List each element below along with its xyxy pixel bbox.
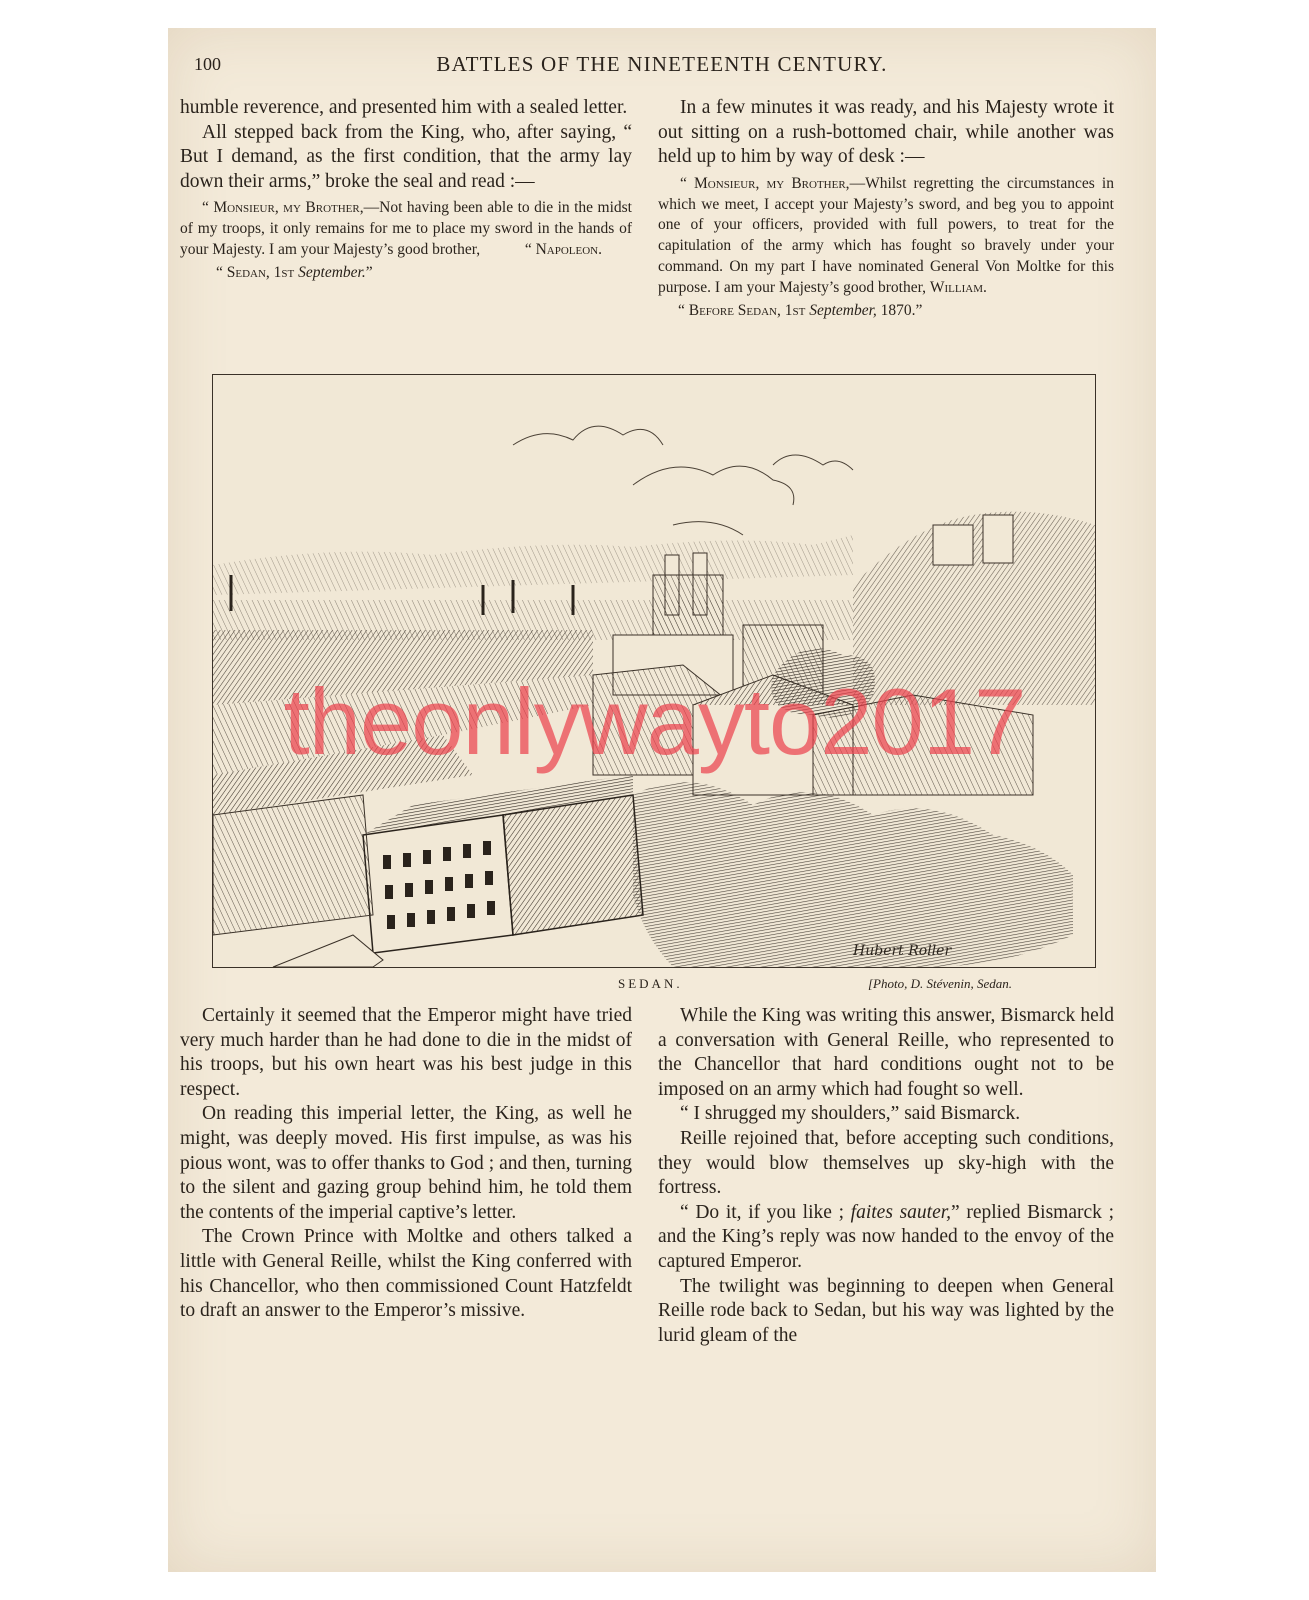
william-letter — [658, 174, 1114, 299]
paragraph: The twilight was beginning to deepen when General Reille rode back to Sedan, but his way was lighted by the lurid gleam of the — [658, 1275, 1114, 1346]
running-header — [168, 54, 1156, 84]
paragraph: The Crown Prince with Moltke and others talked a little with General Reille, whilst the King conferred with his Chancellor, who then commissioned Count Hatzfeldt to draft an answer to the Emperor’s missive. — [180, 1226, 632, 1322]
letter-body: —Not having been able to die in the midst of my troops, it only remains for me to place my sword in the hands of your Majesty. I am your Majesty’s good brother, — [180, 199, 632, 258]
letter-signature: “ Napoleon. — [524, 240, 602, 258]
running-title: BATTLES OF THE NINETEENTH CENTURY. — [436, 52, 888, 76]
paragraph: “ I shrugged my shoulders,” said Bismarck. — [680, 1103, 1021, 1125]
book-page — [168, 28, 1156, 1572]
hills — [213, 535, 853, 595]
paragraph: All stepped back from the King, who, after saying, “ But I demand, as the first condition, that the army lay down their arms,” broke the seal and read :— — [180, 121, 632, 192]
artist-signature: Hubert Roller — [853, 943, 952, 959]
sedan-engraving — [212, 374, 1096, 968]
paragraph: In a few minutes it was ready, and his Majesty wrote it out sitting on a rush-bottomed chair, while another was held up to him by way of desk :— — [658, 97, 1114, 168]
letter-body: —Whilst regretting the circumstances in which we meet, I accept your Majesty’s sword, and beg you to appoint one of your officers, provided with full powers, to treat for the capitulation of the army which has fought so bravely under your command. On my part I have nominated General Von Moltke for this purpose. I am your Majesty’s good brother, — [658, 174, 1114, 296]
paragraph: humble reverence, and presented him with a sealed letter. — [180, 97, 628, 118]
clouds — [513, 426, 853, 535]
letter-dateline: “ Before Sedan, 1st September, 1870.” — [678, 301, 923, 319]
paragraph: On reading this imperial letter, the King, as well he might, was deeply moved. His first impulse, as was his pious wont, was to offer thanks to God ; and then, turning to the silent and gazing group behind him, he told them the contents of the imperial captive’s letter. — [180, 1103, 632, 1223]
letter-salutation: “ Monsieur, my Brother, — [680, 174, 850, 192]
lower-left-column — [180, 1004, 632, 1324]
napoleon-letter — [180, 198, 632, 260]
paragraph: While the King was writing this answer, Bismarck held a conversation with General Reille, who represented to the Chancellor that hard conditions ought not to be imposed on an army which had fought so well. — [658, 1005, 1114, 1100]
letter-salutation: “ Monsieur, my Brother, — [202, 199, 364, 217]
letter-signature: William. — [929, 278, 987, 296]
paragraph: “ Do it, if you like ; faites sauter,” replied Bismarck ; and the King’s reply was now handed to the envoy of the captured Emperor. — [658, 1201, 1114, 1272]
figure-caption: SEDAN. — [618, 976, 683, 991]
paragraph: Reille rejoined that, before accepting such conditions, they would blow themselves up sky-high with the fortress. — [658, 1127, 1114, 1199]
upper-left-column — [180, 96, 632, 283]
watermark: theonlywayto2017 — [283, 669, 1026, 774]
photo-credit: [Photo, D. Stévenin, Sedan. — [868, 976, 1013, 991]
paragraph: Certainly it seemed that the Emperor might have tried very much harder than he had done to die in the midst of his troops, but his own heart was his best judge in this respect. — [180, 1005, 632, 1100]
lower-right-column — [658, 1004, 1114, 1348]
page-number: 100 — [194, 54, 221, 74]
corner-building — [363, 775, 643, 953]
letter-dateline: “ Sedan, 1st September.” — [216, 263, 373, 281]
upper-right-column — [658, 96, 1114, 321]
